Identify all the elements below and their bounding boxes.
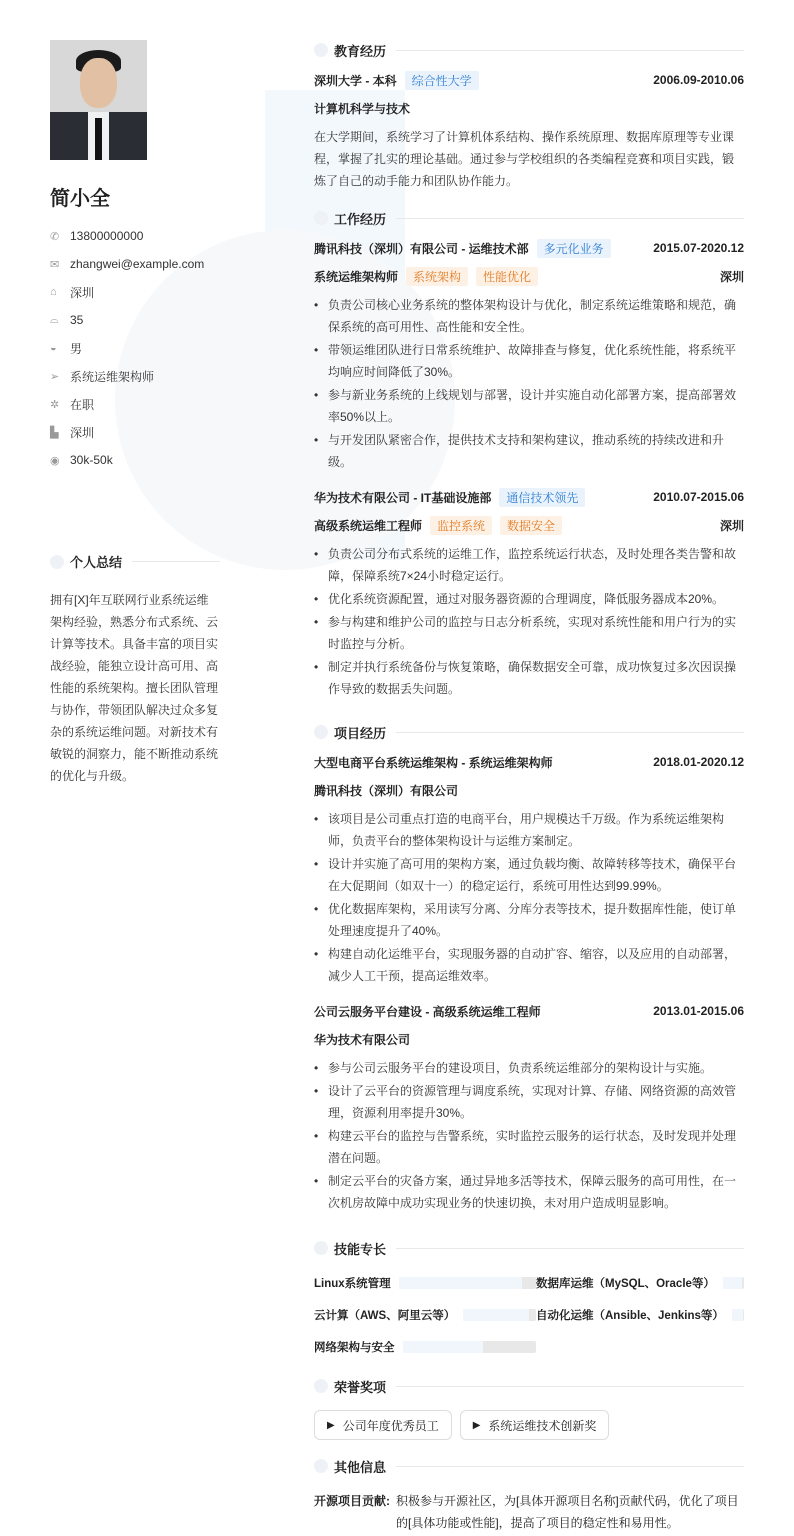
other-label: 开源项目贡献: — [314, 1494, 390, 1508]
gender-icon: ◒ — [50, 342, 57, 354]
contact-info — [50, 222, 220, 474]
bullet-item: • 制定并执行系统备份与恢复策略，确保数据安全可靠，成功恢复过多次因误操作导致的数据丢失问题。 — [314, 656, 744, 700]
section-title: 个人总结 — [70, 555, 123, 570]
info-value: 深圳 — [70, 425, 95, 440]
skill-name: 网络架构与安全 — [314, 1342, 395, 1354]
info-row — [50, 278, 220, 306]
divider — [396, 1386, 744, 1387]
bullet-list — [314, 294, 744, 473]
bullet-item: • 该项目是公司重点打造的电商平台，用户规模达千万级。作为系统运维架构师，负责平台的整体架构设计与运维方案制定。 — [314, 808, 744, 852]
project-name: 公司云服务平台建设 - 高级系统运维工程师 — [314, 1004, 541, 1019]
section-dot-icon — [50, 555, 64, 569]
info-row — [50, 418, 220, 446]
phone-icon: ✆ — [50, 230, 60, 243]
education-date: 2006.09-2010.06 — [653, 73, 744, 87]
divider — [396, 218, 744, 219]
info-value: zhangwei@example.com — [70, 257, 205, 271]
awards-heading — [314, 1376, 744, 1396]
play-icon: ▶ — [327, 1419, 335, 1431]
project-date: 2018.01-2020.12 — [653, 755, 744, 769]
bullet-item: • 参与公司云服务平台的建设项目，负责系统运维部分的架构设计与实施。 — [314, 1057, 744, 1079]
send-icon: ➢ — [50, 370, 60, 383]
info-value: 深圳 — [70, 285, 95, 300]
skill-bar-fill — [463, 1309, 529, 1321]
main-content — [314, 40, 744, 1534]
bullet-item: • 制定云平台的灾备方案，通过异地多活等技术，保障云服务的高可用性，在一次机房故障中成功实现业务的快速切换，未对用户造成明显影响。 — [314, 1170, 744, 1214]
divider — [132, 561, 220, 562]
skill-name: Linux系统管理 — [314, 1278, 391, 1290]
summary-heading — [50, 552, 220, 571]
skill-item — [536, 1306, 744, 1324]
school-tag: 综合性大学 — [405, 71, 479, 90]
bullet-list — [314, 1057, 744, 1214]
section-dot-icon — [314, 1379, 328, 1393]
education-desc: 在大学期间，系统学习了计算机体系结构、操作系统原理、数据库原理等专业课程，掌握了扎实的理论基础。通过参与学校组织的各类编程竞赛和项目实践，锻炼了自己的动手能力和团队协作能力。 — [314, 130, 735, 188]
other-info — [314, 1490, 744, 1534]
summary-text: 拥有[X]年互联网行业系统运维架构经验，熟悉分布式系统、云计算等技术。具备丰富的项目实战经验，能独立设计高可用、高性能的系统架构。擅长团队管理与协作，带领团队解决过众多复杂的系统运维问题。对新技术有敏锐的洞察力，能不断推动系统的优化与升级。 — [50, 593, 219, 783]
status-icon: ✲ — [50, 398, 60, 411]
sidebar — [50, 40, 220, 787]
bullet-list — [314, 808, 744, 987]
section-title: 技能专长 — [334, 1241, 387, 1257]
section-title: 工作经历 — [334, 211, 387, 227]
project-company: 华为技术有限公司 — [314, 1032, 411, 1047]
bullet-item: • 优化系统资源配置，通过对服务器资源的合理调度，降低服务器成本20%。 — [314, 588, 744, 610]
award-name: 公司年度优秀员工 — [342, 1418, 439, 1433]
info-row — [50, 222, 220, 250]
other-text: 积极参与开源社区，为[具体开源项目名称]贡献代码，优化了项目的[具体功能或性能]，提高了项目的稳定性和易用性。 — [396, 1494, 739, 1530]
skill-tag: 系统架构 — [406, 267, 468, 286]
section-dot-icon — [314, 1459, 328, 1473]
bullet-item: • 优化数据库架构，采用读写分离、分库分表等技术，提升数据库性能，使订单处理速度提升了40%。 — [314, 898, 744, 942]
job-date: 2015.07-2020.12 — [653, 241, 744, 255]
school: 深圳大学 - 本科 — [314, 73, 397, 88]
major: 计算机科学与技术 — [314, 101, 411, 116]
skill-bar-fill — [723, 1277, 742, 1289]
job-city: 深圳 — [719, 518, 744, 533]
avatar — [50, 40, 147, 160]
salary-icon: ◉ — [50, 454, 60, 467]
candidate-name: 简小全 — [50, 188, 110, 210]
job-role: 高级系统运维工程师 — [314, 518, 423, 533]
skill-item — [314, 1274, 536, 1292]
bullet-list — [314, 543, 744, 700]
company: 华为技术有限公司 - IT基础设施部 — [314, 490, 492, 505]
info-row — [50, 390, 220, 418]
bullet-item: • 带领运维团队进行日常系统维护、故障排查与修复，优化系统性能，将系统平均响应时间降低了30%。 — [314, 339, 744, 383]
skill-bar — [732, 1309, 744, 1321]
skill-tag: 监控系统 — [430, 516, 492, 535]
divider — [396, 1248, 744, 1249]
building-icon: ▙ — [50, 426, 59, 439]
info-value: 男 — [70, 341, 83, 356]
job-entry — [314, 483, 744, 700]
skill-bar — [399, 1277, 536, 1289]
project-name: 大型电商平台系统运维架构 - 系统运维架构师 — [314, 755, 553, 770]
section-title: 项目经历 — [334, 725, 387, 741]
award-name: 系统运维技术创新奖 — [488, 1418, 597, 1433]
company: 腾讯科技（深圳）有限公司 - 运维技术部 — [314, 241, 529, 256]
bullet-item: • 与开发团队紧密合作，提供技术支持和架构建议，推动系统的持续改进和升级。 — [314, 429, 744, 473]
work-heading — [314, 208, 744, 228]
info-row — [50, 250, 220, 278]
project-date: 2013.01-2015.06 — [653, 1004, 744, 1018]
job-date: 2010.07-2015.06 — [653, 490, 744, 504]
play-icon: ▶ — [472, 1419, 481, 1431]
cake-icon: ⌓ — [50, 313, 59, 326]
section-title: 其他信息 — [334, 1459, 387, 1475]
bullet-item: • 负责公司核心业务系统的整体架构设计与优化，制定系统运维策略和规范，确保系统的高可用性、高性能和安全性。 — [314, 294, 744, 338]
divider — [396, 732, 744, 733]
mail-icon: ✉ — [50, 258, 60, 271]
section-dot-icon — [314, 1241, 328, 1255]
info-value: 13800000000 — [70, 229, 144, 243]
info-row — [50, 446, 220, 474]
other-heading — [314, 1456, 744, 1476]
divider — [396, 1466, 744, 1467]
project-entry — [314, 748, 744, 987]
section-title: 荣誉奖项 — [334, 1379, 387, 1395]
skill-bar — [403, 1341, 537, 1353]
skill-name: 自动化运维（Ansible、Jenkins等） — [536, 1310, 724, 1322]
award-item — [460, 1410, 610, 1440]
skill-name: 数据库运维（MySQL、Oracle等） — [536, 1278, 715, 1290]
info-row — [50, 334, 220, 362]
award-item — [314, 1410, 452, 1440]
job-city: 深圳 — [719, 269, 744, 284]
skills-heading — [314, 1238, 744, 1258]
skill-bar-fill — [403, 1341, 483, 1353]
bullet-item: • 参与新业务系统的上线规划与部署，设计并实施自动化部署方案，提高部署效率50%以上。 — [314, 384, 744, 428]
education-row — [314, 66, 744, 94]
divider — [396, 50, 744, 51]
info-value: 在职 — [70, 397, 95, 412]
skill-tag: 数据安全 — [500, 516, 562, 535]
bullet-item: • 负责公司分布式系统的运维工作，监控系统运行状态，及时处理各类告警和故障，保障系统7×24小时稳定运行。 — [314, 543, 744, 587]
skill-item — [314, 1338, 536, 1356]
education-heading — [314, 40, 744, 60]
project-company: 腾讯科技（深圳）有限公司 — [314, 783, 459, 798]
skill-item — [314, 1306, 536, 1324]
bullet-item: • 构建自动化运维平台，实现服务器的自动扩容、缩容，以及应用的自动部署，减少人工干预，提高运维效率。 — [314, 943, 744, 987]
job-entry — [314, 234, 744, 473]
bullet-item: • 构建云平台的监控与告警系统，实时监控云服务的运行状态，及时发现并处理潜在问题。 — [314, 1125, 744, 1169]
projects-heading — [314, 722, 744, 742]
company-tag: 多元化业务 — [537, 239, 611, 258]
info-row — [50, 362, 220, 390]
company-tag: 通信技术领先 — [499, 488, 585, 507]
skill-tag: 性能优化 — [476, 267, 538, 286]
info-row — [50, 306, 220, 334]
skill-bar — [463, 1309, 536, 1321]
skill-item — [536, 1274, 744, 1292]
skill-bar-fill — [732, 1309, 743, 1321]
bullet-item: • 设计并实施了高可用的架构方案，通过负载均衡、故障转移等技术，确保平台在大促期间（如双十一）的稳定运行，系统可用性达到99.99%。 — [314, 853, 744, 897]
skill-bar-fill — [399, 1277, 523, 1289]
home-icon: ⌂ — [50, 286, 57, 298]
job-role: 系统运维架构师 — [314, 269, 399, 284]
section-dot-icon — [314, 43, 328, 57]
info-value: 系统运维架构师 — [70, 369, 155, 384]
info-value: 30k-50k — [70, 453, 113, 467]
bullet-item: • 设计了云平台的资源管理与调度系统，实现对计算、存储、网络资源的高效管理，资源利用率提升30%。 — [314, 1080, 744, 1124]
section-title: 教育经历 — [334, 43, 387, 59]
skill-bar — [723, 1277, 744, 1289]
bullet-item: • 参与构建和维护公司的监控与日志分析系统，实现对系统性能和用户行为的实时监控与分析。 — [314, 611, 744, 655]
project-entry — [314, 997, 744, 1214]
section-dot-icon — [314, 211, 328, 225]
info-value: 35 — [70, 313, 84, 327]
section-dot-icon — [314, 725, 328, 739]
skill-name: 云计算（AWS、阿里云等） — [314, 1310, 456, 1322]
